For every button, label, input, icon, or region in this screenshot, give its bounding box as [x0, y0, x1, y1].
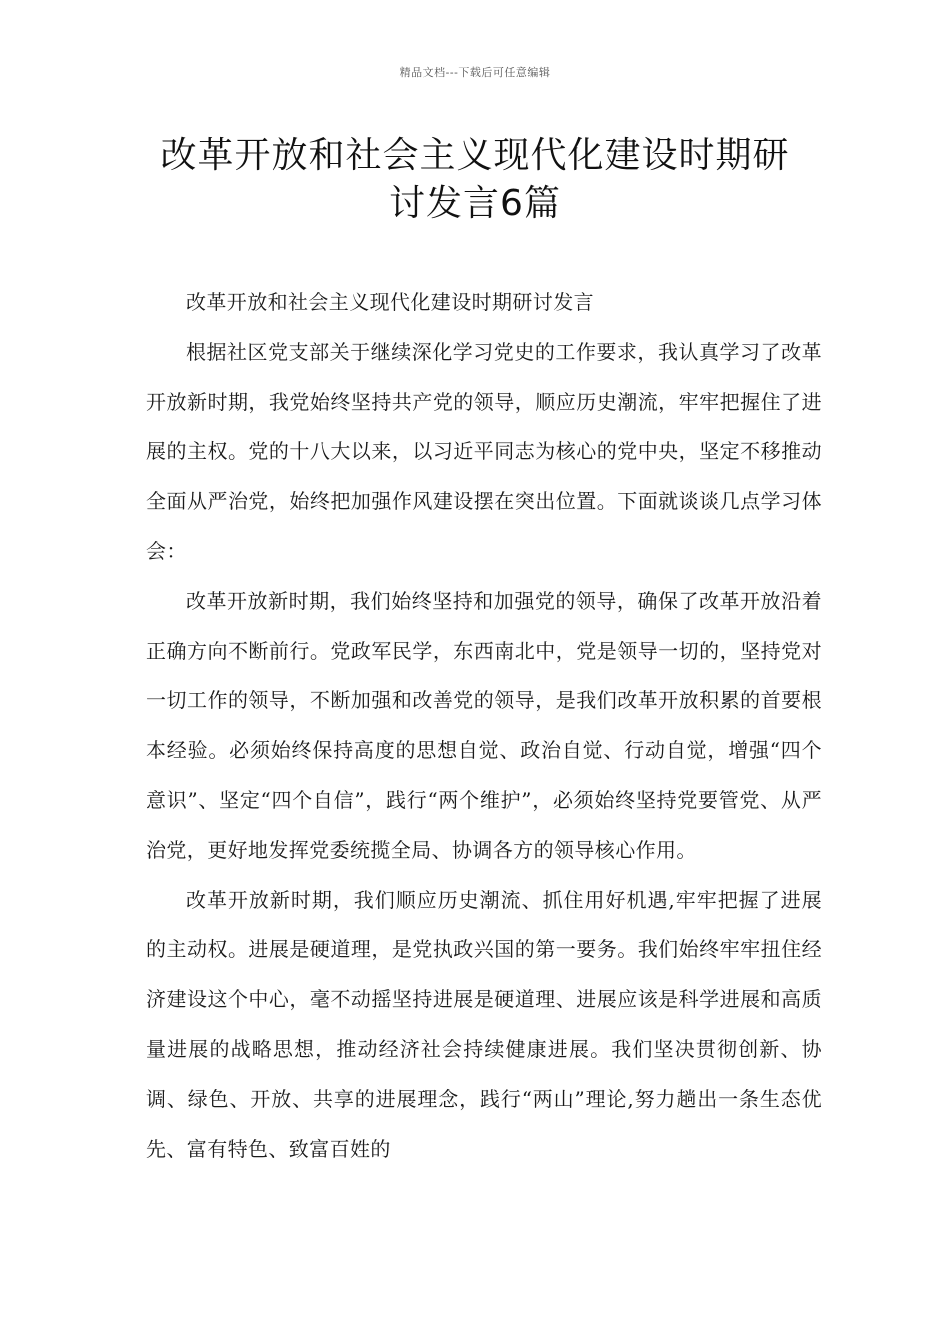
- paragraph: 改革开放新时期，我们顺应历史潮流、抓住用好机遇,牢牢把握了进展的主动权。进展是硬道理，是党执政兴国的第一要务。我们始终牢牢扭住经济建设这个中心，毫不动摇坚持进展是硬道理、进展应该是科学进展和高质量进展的战略思想，推动经济社会持续健康进展。我们坚决贯彻创新、协调、绿色、开放、共享的进展理念，践行“两山”理论,努力趟出一条生态优先、富有特色、致富百姓的: [146, 887, 822, 1161]
- document-title: [120, 132, 830, 228]
- paragraph: 改革开放新时期，我们始终坚持和加强党的领导，确保了改革开放沿着正确方向不断前行。党政军民学，东西南北中，党是领导一切的，坚持党对一切工作的领导，不断加强和改善党的领导，是我们改革开放积累的首要根本经验。必须始终保持高度的思想自觉、政治自觉、行动自觉，增强“四个意识”、坚定“四个自信”，践行“两个维护”，必须始终坚持党要管党、从严治党，更好地发挥党委统揽全局、协调各方的领导核心作用。: [146, 588, 822, 862]
- title-line-1: 改革开放和社会主义现代化建设时期研: [160, 135, 790, 176]
- title-line-2: 讨发言6篇: [389, 183, 561, 224]
- header-note: 精品文档---下载后可任意编辑: [399, 66, 551, 79]
- document-body: [146, 278, 822, 1174]
- paragraph: 根据社区党支部关于继续深化学习党史的工作要求，我认真学习了改革开放新时期，我党始终坚持共产党的领导，顺应历史潮流，牢牢把握住了进展的主权。党的十八大以来，以习近平同志为核心的党中央，坚定不移推动全面从严治党，始终把加强作风建设摆在突出位置。下面就谈谈几点学习体会：: [146, 339, 822, 563]
- paragraph-subtitle: 改革开放和社会主义现代化建设时期研讨发言: [186, 290, 594, 314]
